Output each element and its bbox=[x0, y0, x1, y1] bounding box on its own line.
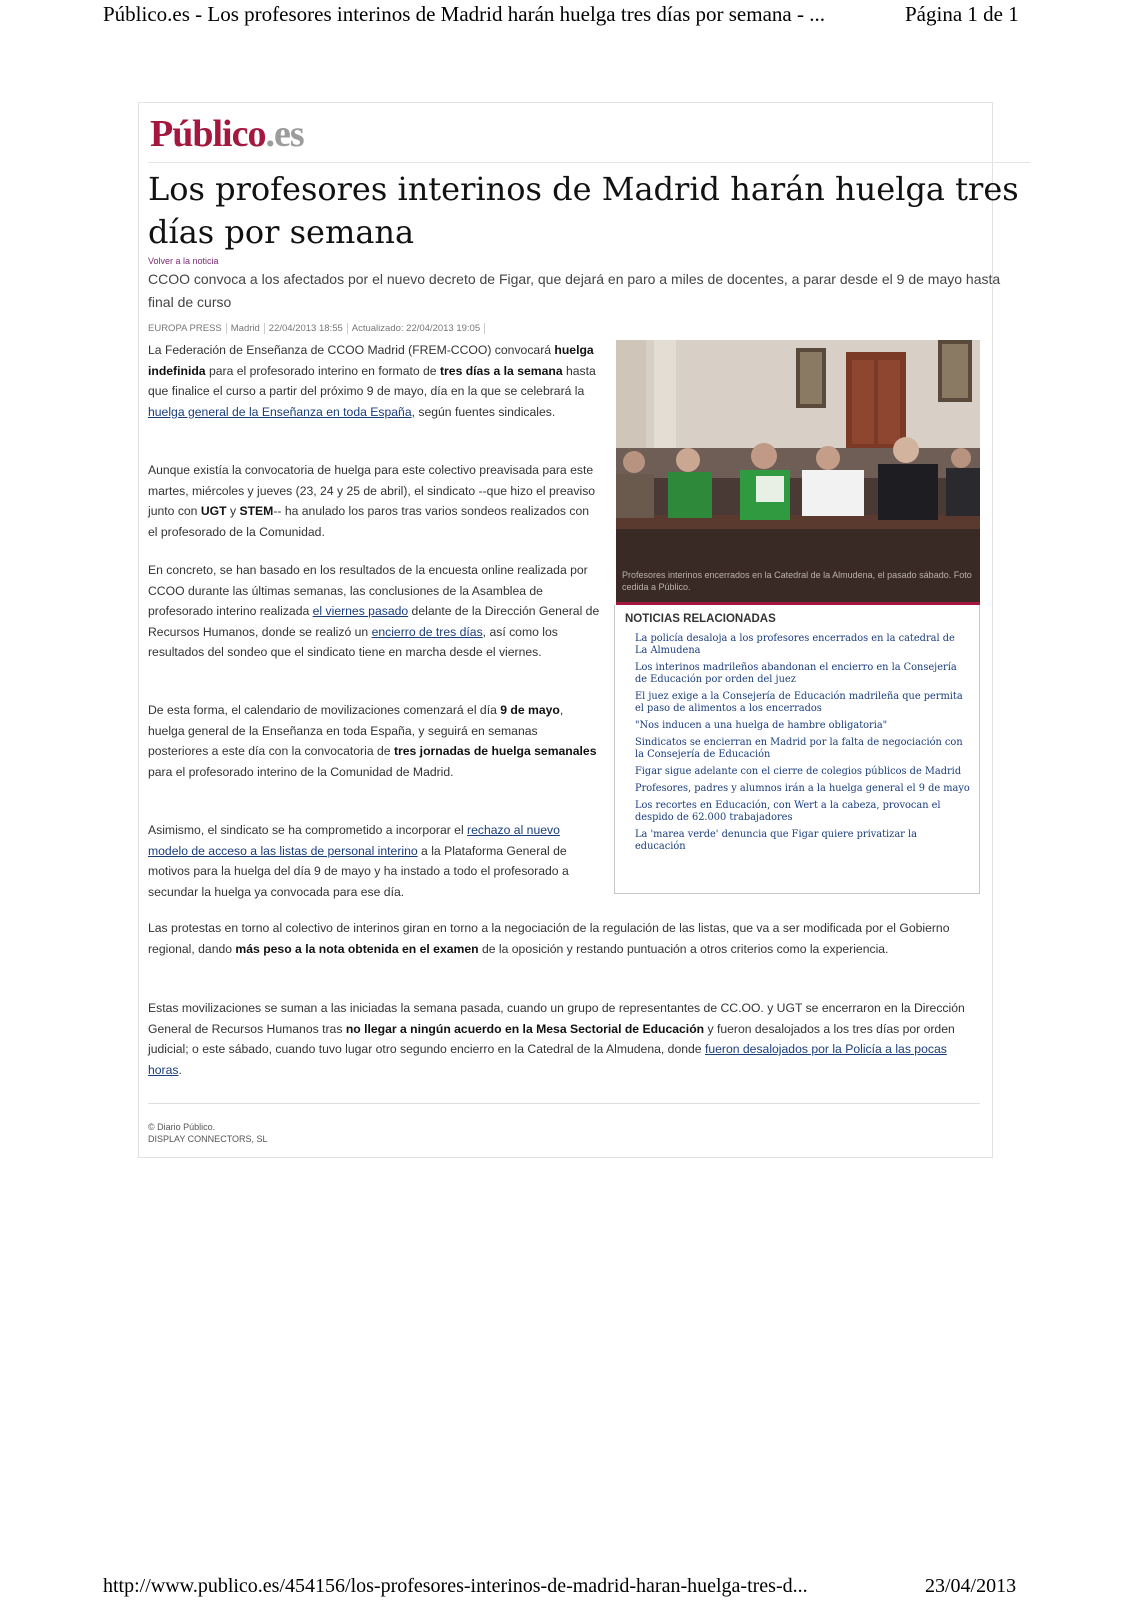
related-news-link[interactable]: Los recortes en Educación, con Wert a la cabeza, provocan el despido de 62.000 trabajadores bbox=[635, 800, 941, 823]
link-huelga-general[interactable]: huelga general de la Enseñanza en toda España bbox=[148, 404, 412, 419]
paragraph-1: La Federación de Enseñanza de CCOO Madrid (FREM-CCOO) convocará huelga indefinida para el profesorado interino en formato de tres días a la semana hasta que finalice el curso a partir del próximo 9 de mayo, día en la que se celebrará la huelga general de la Enseñanza en toda España, según fuentes sindicales. bbox=[148, 343, 596, 419]
footer-divider bbox=[148, 1103, 980, 1104]
related-news-box bbox=[614, 605, 980, 894]
meta-place: Madrid bbox=[227, 323, 265, 334]
paragraph-6: Las protestas en torno al colectivo de interinos giran en torno a la negociación de la regulación de las listas, que va a ser modificada por el Gobierno regional, dando más peso a la nota obtenida en el examen de la oposición y restando puntuación a otros criterios como la experiencia. bbox=[148, 921, 950, 956]
print-footer-url: http://www.publico.es/454156/los-profesores-interinos-de-madrid-haran-huelga-tres-d... bbox=[103, 1575, 808, 1597]
link-encierro[interactable]: encierro de tres días bbox=[371, 624, 483, 639]
paragraph-4: De esta forma, el calendario de movilizaciones comenzará el día 9 de mayo, huelga general de la Enseñanza en toda España, y seguirá en semanas posteriores a este día con la convocatoria de tres jornadas de huelga semanales para el profesorado interino de la Comunidad de Madrid. bbox=[148, 703, 597, 779]
print-footer-date: 23/04/2013 bbox=[925, 1575, 1017, 1597]
article-photo[interactable] bbox=[616, 340, 980, 602]
link-rechazo-modelo[interactable]: rechazo al nuevo modelo de acceso a las listas de personal interino bbox=[148, 823, 560, 858]
related-news-list bbox=[635, 633, 970, 858]
article-subtitle: CCOO convoca a los afectados por el nuevo decreto de Figar, que dejará en paro a miles de docentes, a parar desde el 9 de mayo hasta final de curso bbox=[148, 271, 1001, 310]
print-header-title: Público.es - Los profesores interinos de Madrid harán huelga tres días por semana - ... bbox=[103, 2, 825, 26]
meta-updated: Actualizado: 22/04/2013 19:05 bbox=[348, 323, 485, 334]
link-viernes-pasado[interactable]: el viernes pasado bbox=[312, 604, 409, 618]
meta-published: 22/04/2013 18:55 bbox=[265, 323, 348, 334]
copyright-line: © Diario Público. bbox=[148, 1122, 216, 1132]
link-desalojados[interactable]: fueron desalojados por la Policía a las pocas horas bbox=[148, 1042, 947, 1077]
meta-source: EUROPA PRESS bbox=[148, 323, 227, 334]
copyright bbox=[148, 1121, 268, 1145]
related-news-link[interactable]: Profesores, padres y alumnos irán a la huelga general el 9 de mayo bbox=[635, 783, 970, 794]
paragraph-7: Estas movilizaciones se suman a las iniciadas la semana pasada, cuando un grupo de representantes de CC.OO. y UGT se encerraron en la Dirección General de Recursos Humanos tras no llegar a ningún acuerdo en la Mesa Sectorial de Educación y fueron desalojados a los tres días por orden judicial; o este sábado, cuando tuvo lugar otro segundo encierro en la Catedral de la Almudena, donde fueron desalojados por la Policía a las pocas horas. bbox=[148, 1001, 965, 1077]
company-line: DISPLAY CONNECTORS, SL bbox=[148, 1134, 268, 1144]
related-news-link[interactable]: La 'marea verde' denuncia que Figar quiere privatizar la educación bbox=[635, 829, 917, 852]
header-divider bbox=[148, 162, 1030, 163]
paragraph-3: En concreto, se han basado en los resultados de la encuesta online realizada por CCOO durante las últimas semanas, las conclusiones de la Asamblea de profesorado interino realizada el viernes pasado delante de la Dirección General de Recursos Humanos, donde se realizó un encierro de tres días, así como los resultados del sondeo que el sindicato tiene en marcha desde el viernes. bbox=[148, 563, 600, 659]
related-news-link[interactable]: El juez exige a la Consejería de Educación madrileña que permita el paso de alimentos a los encerrados bbox=[635, 691, 963, 714]
publico-logo[interactable] bbox=[150, 112, 304, 156]
logo-domain: .es bbox=[265, 113, 304, 155]
article-title: Los profesores interinos de Madrid harán huelga tres días por semana bbox=[148, 170, 1019, 251]
related-news-title: NOTICIAS RELACIONADAS bbox=[625, 613, 776, 625]
related-news-link[interactable]: Sindicatos se encierran en Madrid por la falta de negociación con la Consejería de Educación bbox=[635, 737, 963, 760]
logo-brand: Público bbox=[150, 113, 266, 155]
back-link[interactable]: Volver a la noticia bbox=[148, 256, 219, 266]
paragraph-5: Asimismo, el sindicato se ha comprometido a incorporar el rechazo al nuevo modelo de acceso a las listas de personal interino a la Plataforma General de motivos para la huelga del día 9 de mayo y ha instado a todo el profesorado a secundar la huelga ya convocada para ese día. bbox=[148, 823, 569, 899]
print-header-page: Página 1 de 1 bbox=[905, 2, 1019, 26]
cathedral-protest-photo bbox=[616, 340, 980, 602]
paragraph-2: Aunque existía la convocatoria de huelga para este colectivo preavisada para este martes, miércoles y jueves (23, 24 y 25 de abril), el sindicato --que hizo el preaviso junto con UGT y STEM-- ha anulado los paros tras varios sondeos realizados con el profesorado de la Comunidad. bbox=[148, 463, 596, 539]
article-meta bbox=[148, 323, 485, 334]
related-news-link[interactable]: Los interinos madrileños abandonan el encierro en la Consejería de Educación por orden del juez bbox=[635, 662, 957, 685]
related-news-link[interactable]: "Nos inducen a una huelga de hambre obligatoria" bbox=[635, 720, 888, 731]
photo-caption: Profesores interinos encerrados en la Catedral de la Almudena, el pasado sábado. Foto cedida a Público. bbox=[622, 570, 972, 592]
related-news-link[interactable]: Figar sigue adelante con el cierre de colegios públicos de Madrid bbox=[635, 766, 962, 777]
related-news-link[interactable]: La policía desaloja a los profesores encerrados en la catedral de La Almudena bbox=[635, 633, 955, 656]
